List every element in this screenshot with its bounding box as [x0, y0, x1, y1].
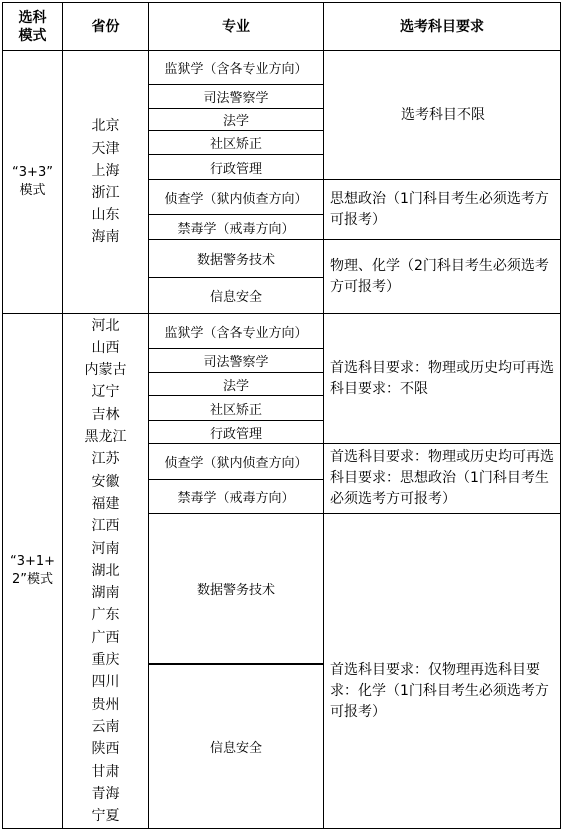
province: 黑龙江: [84, 429, 127, 446]
s1-provinces: [63, 51, 148, 313]
province: 内蒙古: [84, 362, 127, 379]
s2-mode-line: “3+1+: [9, 554, 56, 569]
s1-major: 数据警务技术: [196, 253, 275, 268]
requirements-table: [2, 2, 561, 829]
s2-requirement: 首选科目要求：物理或历史均可再选科目要求：思想政治（1门科目考生必须选考方可报考）: [330, 449, 554, 507]
province: 天津: [91, 140, 120, 157]
s1-requirement: 思想政治（1门科目考生必须选考方可报考）: [330, 190, 549, 228]
province: 湖南: [91, 585, 120, 602]
province: 江苏: [91, 451, 120, 468]
s1-requirement: 物理、化学（2门科目考生必须选考方可报考）: [330, 257, 549, 295]
s1-major: 行政管理: [209, 161, 262, 177]
province: 浙江: [91, 185, 120, 201]
province: 福建: [91, 495, 120, 512]
s2-major: 行政管理: [209, 426, 262, 442]
province: 重庆: [91, 652, 120, 669]
s2-provinces: [63, 314, 148, 828]
province: 上海: [91, 162, 120, 179]
province: 辽宁: [91, 384, 120, 401]
province: 四川: [91, 674, 120, 691]
province: 河南: [91, 540, 120, 557]
province: 北京: [91, 118, 120, 135]
header-province: 省份: [91, 18, 120, 35]
s2-major: 社区矫正: [209, 402, 262, 418]
s1-mode: [3, 51, 62, 313]
s2-major: 数据警务技术: [196, 583, 275, 598]
s1-major: 信息安全: [209, 290, 262, 305]
province: 吉林: [91, 406, 120, 423]
province: 宁夏: [91, 808, 120, 825]
province: 湖北: [91, 562, 120, 579]
province: 甘肃: [91, 763, 120, 780]
border-right: [560, 2, 561, 829]
province: 山西: [91, 339, 120, 356]
province: 广西: [91, 629, 120, 646]
s2-major: 法学: [222, 378, 249, 394]
province: 云南: [91, 718, 120, 735]
s1-major: 司法警察学: [203, 91, 269, 106]
s1-major: 禁毒学（戒毒方向）: [177, 221, 295, 237]
header-major: 专业: [222, 18, 250, 35]
province: 青海: [91, 785, 120, 802]
header-mode-line: 模式: [18, 27, 47, 44]
s2-major: 司法警察学: [203, 355, 269, 370]
s1-major: 社区矫正: [209, 137, 262, 152]
s2-major: 禁毒学（戒毒方向）: [177, 491, 295, 506]
border-bottom: [2, 828, 561, 829]
province: 安徽: [91, 473, 120, 490]
s1-major: 法学: [222, 114, 249, 129]
s1-mode-line: 模式: [19, 183, 46, 198]
province: 广东: [91, 607, 120, 624]
s2-requirement: 首选科目要求：物理或历史均可再选科目要求：不限: [330, 359, 554, 397]
province: 陕西: [91, 741, 120, 758]
s1-major: 侦查学（狱内侦查方向）: [164, 191, 308, 207]
province: 河北: [91, 317, 120, 334]
s1-requirement: 选考科目不限: [401, 106, 485, 123]
province: 江西: [91, 518, 120, 535]
s1-mode-line: “3+3”: [12, 165, 53, 180]
s2-mode-line: 2”模式: [11, 572, 53, 587]
s2-major: 侦查学（狱内侦查方向）: [164, 456, 308, 471]
header-requirement: 选考科目要求: [400, 18, 484, 35]
s2-major: 信息安全: [209, 741, 262, 756]
s2-mode: [3, 314, 62, 828]
province: 贵州: [91, 696, 120, 713]
s1-major: 监狱学（含各专业方向）: [164, 62, 308, 77]
province: 海南: [91, 229, 120, 246]
province: 山东: [91, 207, 120, 224]
s2-requirement: 首选科目要求：仅物理再选科目要求：化学（1门科目考生必须选考方可报考）: [330, 661, 549, 720]
header-mode: [3, 3, 62, 50]
header-mode-line: 选科: [18, 9, 47, 26]
s2-major: 监狱学（含各专业方向）: [164, 325, 308, 341]
